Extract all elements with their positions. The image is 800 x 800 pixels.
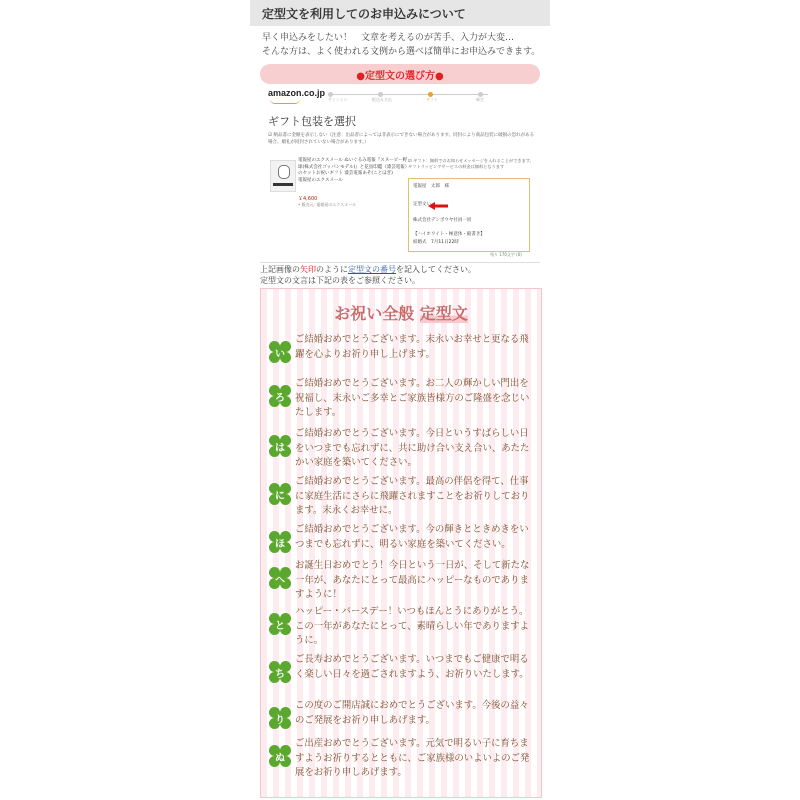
gift-option-checkbox[interactable]: ☑ ギフト：無料でのお知らせメッセージを入れることができます。 ギフトラッピングサービスの料金は無料となります <box>408 158 534 169</box>
template-item[interactable] <box>269 605 537 649</box>
template-text: ハッピー・バースデー！いつもほんとうにありがとう。この一年があなたにとって、素晴らしい年でありますように。 <box>295 606 530 646</box>
howto-banner <box>260 64 540 84</box>
product-price: ￥4,600 <box>298 196 318 202</box>
clover-badge-icon: ぬ <box>269 745 291 767</box>
step-label: 配送＆支払 <box>372 97 392 102</box>
red-arrow-icon <box>428 202 448 210</box>
template-text: ご長寿おめでとうございます。いつまでもご健康で明るく楽しい日々を過ごされますよう、お祈りいたします。 <box>295 654 529 680</box>
template-item[interactable] <box>269 427 537 471</box>
clover-badge-icon: い <box>269 341 291 363</box>
step-label: 確定 <box>476 97 484 102</box>
page-column <box>250 0 550 800</box>
msg-line: 電報屋 太郎 様 <box>413 184 449 189</box>
template-item[interactable] <box>269 333 537 377</box>
template-text: この度のご開店誠におめでとうございます。今後の益々のご発展をお祈り申しあげます。 <box>295 700 529 726</box>
divider <box>260 262 540 263</box>
gift-wrap-title: ギフト包装を選択 <box>268 115 356 128</box>
clover-badge-icon: ち <box>269 661 291 683</box>
product-seller: • 販売元: 電報屋のエクスメール <box>298 202 357 207</box>
char-counter: 残り 170文字 (0) <box>490 252 522 257</box>
template-text: ご結婚おめでとうございます。末永いお幸せと更なる飛躍を心よりお祈り申し上げます。 <box>295 334 529 360</box>
page-title: 定型文を利用してのお申込みについて <box>262 7 466 21</box>
clover-badge-icon: と <box>269 613 291 635</box>
msg-line: 株式会社デンポウヤ社員一同 <box>413 218 472 223</box>
template-text: ご結婚おめでとうございます。最高の伴侶を得て、仕事に家庭生活にさらに飛躍されますことをお祈りしております。末永くお幸せに。 <box>295 476 530 516</box>
template-panel <box>260 288 542 798</box>
clover-badge-icon: ろ <box>269 385 291 407</box>
intro-line: そんな方は、よく使われる文例から選べば簡単にお申込みできます。 <box>262 47 541 57</box>
template-number-link[interactable]: 定型文の番号 <box>348 265 396 274</box>
gift-message-field[interactable] <box>408 178 530 252</box>
gift-note: ☑ 納品書に金額を表示しない（注意：出品者によっては非表示にできない場合があります。同封により商品包装に破損の恐れがある場合、順礼が同封されていない場合があります。） <box>268 133 535 145</box>
template-text: お誕生日おめでとう！今日という一日が、そして新たな一年が、あなたにとって最高にハッピーなものでありますように！ <box>295 560 530 600</box>
step-label: サインイン <box>328 97 348 102</box>
product-title: 電報屋のエクスメール ぬいぐるみ電報『スヌーピー野球(株式会社ゴッパンモデル)』と花鳥印鑑（漆芸電報）のセットお祝いギフト 漆芸電報あそ(ことほぎ) 電報屋のエクスメール <box>298 158 408 183</box>
template-item[interactable] <box>269 559 537 603</box>
clover-badge-icon: り <box>269 707 291 729</box>
template-item[interactable] <box>269 653 537 697</box>
template-text: ご結婚おめでとうございます。お二人の輝かしい門出を祝福し、末永いご多幸とご家族皆様方のご隆盛を念じいたします。 <box>295 378 530 418</box>
template-text: ご結婚おめでとうございます。今の輝きとときめきをいつまでも忘れずに、明るい家庭を築いてください。 <box>295 524 529 550</box>
msg-line: 【ハイホワイト・極意体・縦書き】 <box>413 232 485 237</box>
msg-line: 定型文い <box>413 202 431 207</box>
template-text: ご出産おめでとうございます。元気で明るい子に育ちますようお祈りするとともに、ご家族様のいよいよのご発展をお祈り申しあげます。 <box>295 738 530 778</box>
template-item[interactable] <box>269 377 537 421</box>
msg-line: 結婚式 7月11日22時 <box>413 240 459 245</box>
clover-badge-icon: に <box>269 483 291 505</box>
template-text: ご結婚おめでとうございます。今日というすばらしい日をいつまでも忘れずに、共に助け合い支え合い、あたたかい家庭を築いてください。 <box>295 428 530 468</box>
amazon-smile-icon <box>270 99 300 104</box>
clover-badge-icon: ほ <box>269 531 291 553</box>
intro-line: 早く申込みをしたい！ 文章を考えるのが苦手、入力が大変… <box>262 33 515 43</box>
panel-title: お祝い全般 定型文 <box>334 304 468 323</box>
product-image <box>270 160 296 192</box>
amazon-logo: amazon.co.jp <box>268 88 326 98</box>
howto-label: ●定型文の選び方● <box>356 71 444 82</box>
step-label: ギフト <box>426 97 438 102</box>
template-item[interactable] <box>269 475 537 519</box>
checkout-steps <box>328 90 488 104</box>
clover-badge-icon: は <box>269 435 291 457</box>
template-item[interactable] <box>269 737 537 781</box>
intro-text <box>262 31 548 59</box>
clover-badge-icon: へ <box>269 567 291 589</box>
section-header <box>250 0 550 26</box>
instructions: 上記画像の矢印のように定型文の番号を記入してください。 定型文の文言は下記の表をご参照ください。 <box>260 265 476 285</box>
